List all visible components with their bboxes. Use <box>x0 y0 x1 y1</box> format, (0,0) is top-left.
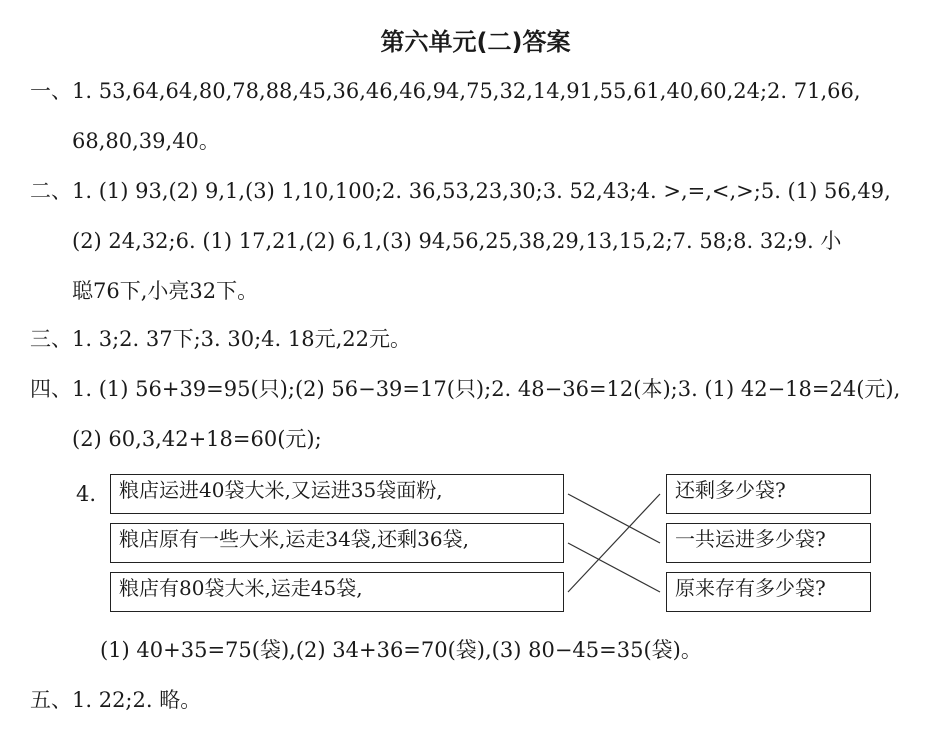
right-box-3: 原来存有多少袋? <box>666 572 871 612</box>
section-2-line-1: 二、1. (1) 93,(2) 9,1,(3) 1,10,100;2. 36,53,23,30;3. 52,43;4. >,=,<,>;5. (1) 56,49, <box>30 179 891 203</box>
match-line-1 <box>568 494 660 543</box>
match-line-2 <box>568 543 660 592</box>
section-3-line-1: 三、1. 3;2. 37下;3. 30;4. 18元,22元。 <box>30 327 411 351</box>
section-5-line-1: 五、1. 22;2. 略。 <box>30 688 202 712</box>
section-4-line-2: (2) 60,3,42+18=60(元); <box>72 427 322 451</box>
left-box-2: 粮店原有一些大米,运走34袋,还剩36袋, <box>110 523 564 563</box>
left-box-1: 粮店运进40袋大米,又运进35袋面粉, <box>110 474 564 514</box>
section-4-line-1: 四、1. (1) 56+39=95(只);(2) 56−39=17(只);2. 48−36=12(本);3. (1) 42−18=24(元), <box>30 377 901 401</box>
match-line-3 <box>568 494 660 592</box>
section-1-line-1: 一、1. 53,64,64,80,78,88,45,36,46,46,94,75,32,14,91,55,61,40,60,24;2. 71,66, <box>30 79 861 103</box>
left-box-3: 粮店有80袋大米,运走45袋, <box>110 572 564 612</box>
section-1-line-2: 68,80,39,40。 <box>72 129 220 153</box>
question-4-label: 4. <box>76 482 97 506</box>
section-2-line-2: (2) 24,32;6. (1) 17,21,(2) 6,1,(3) 94,56,25,38,29,13,15,2;7. 58;8. 32;9. 小 <box>72 229 842 253</box>
section-2-line-3: 聪76下,小亮32下。 <box>72 279 259 303</box>
question-4-answer: (1) 40+35=75(袋),(2) 34+36=70(袋),(3) 80−45=35(袋)。 <box>100 638 702 662</box>
right-box-2: 一共运进多少袋? <box>666 523 871 563</box>
page-title: 第六单元(二)答案 <box>380 28 571 56</box>
right-box-1: 还剩多少袋? <box>666 474 871 514</box>
